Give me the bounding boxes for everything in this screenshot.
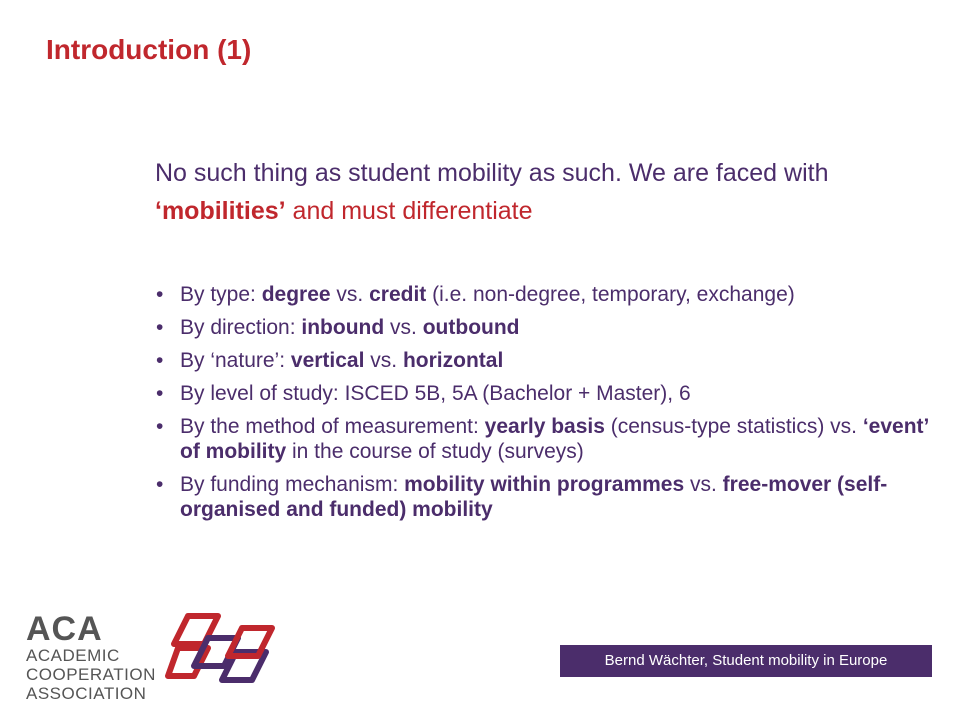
logo-line-3: ASSOCIATION [26, 684, 147, 703]
bullet-text: By type: [180, 283, 262, 306]
bullet-bold-text: vertical [290, 349, 365, 372]
bullet-item [156, 282, 936, 307]
bullet-bold-text: outbound [422, 316, 520, 339]
bullet-item [156, 348, 936, 373]
bullet-text: vs. [684, 473, 723, 496]
bullet-bold-text: degree [261, 283, 331, 306]
bullet-bold-text: credit [369, 283, 427, 306]
bullet-bold-text: ‘event’ of mobility [180, 415, 929, 463]
bullet-text: By ‘nature’: [180, 349, 291, 372]
bullet-item [156, 414, 936, 464]
aca-logo-mark-icon [160, 608, 290, 698]
bullet-text: vs. [330, 283, 370, 306]
aca-logo [26, 612, 156, 703]
bullet-list [156, 282, 936, 530]
bullet-item [156, 472, 936, 522]
bullet-text: (census-type statistics) vs. [604, 415, 863, 438]
bullet-text: By level of study: ISCED 5B, 5A (Bachelor + Master), 6 [180, 382, 691, 405]
bullet-text: in the course of study (surveys) [286, 440, 584, 463]
bullet-bold-text: mobility within programmes [404, 473, 685, 496]
bullet-bold-text: yearly basis [484, 415, 605, 438]
intro-text-end: and must differentiate [285, 197, 533, 225]
slide-title: Introduction (1) [46, 34, 252, 65]
intro-emphasis: ‘mobilities’ [155, 197, 286, 225]
logo-abbreviation: ACA [26, 610, 103, 648]
bullet-bold-text: free-mover (self-organised and funded) mobility [180, 473, 888, 521]
bullet-text: By direction: [180, 316, 302, 339]
bullet-text: (i.e. non-degree, temporary, exchange) [426, 283, 795, 306]
bullet-bold-text: horizontal [402, 349, 504, 372]
bullet-item [156, 315, 936, 340]
logo-line-2: COOPERATION [26, 665, 156, 684]
logo-line-1: ACADEMIC [26, 646, 120, 665]
footer-bar [560, 645, 932, 677]
footer-text: Bernd Wächter, Student mobility in Europe [604, 652, 888, 669]
intro-statement [155, 154, 895, 230]
bullet-text: By funding mechanism: [180, 473, 405, 496]
intro-text: No such thing as student mobility as such. We are faced with [155, 159, 829, 187]
bullet-bold-text: inbound [301, 316, 385, 339]
bullet-text: vs. [384, 316, 423, 339]
bullet-text: vs. [364, 349, 403, 372]
bullet-item [156, 381, 936, 406]
bullet-text: By the method of measurement: [180, 415, 485, 438]
